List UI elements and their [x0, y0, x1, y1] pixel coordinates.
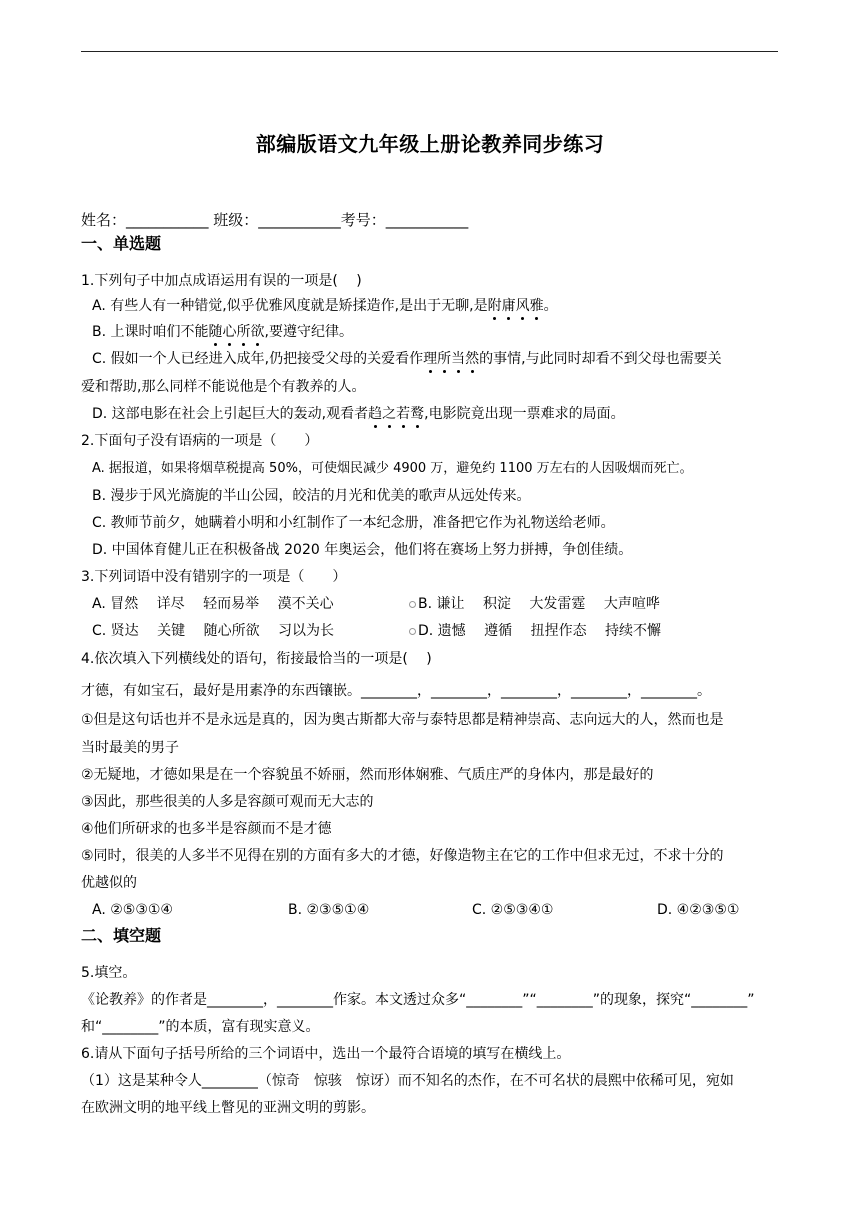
- dotted-char: 欲: [250, 324, 265, 340]
- question-4-sentence-2: ②无疑地，才德如果是在一个容貌虽不娇丽，然而形体娴雅、气质庄严的身体内，那是最好的: [81, 767, 654, 783]
- question-5-line-2: 和“________”的本质，富有现实意义。: [81, 1019, 320, 1035]
- dotted-char: 心: [222, 324, 237, 340]
- dotted-char: 雅: [529, 298, 544, 314]
- section-heading-fill-in: 二、填空题: [81, 926, 162, 945]
- question-3-option-b: B. 谦让 积淀 大发雷霆 大声喧哗: [409, 595, 660, 613]
- question-1-option-c: C. 假如一个人已经进入成年,仍把接受父母的关爱看作理所当然的事情,与此同时却看不到父母也需要关: [92, 351, 722, 367]
- question-1-option-c-cont: 爱和帮助,那么同样不能说他是个有教养的人。: [81, 379, 366, 395]
- option-marker-icon: [409, 601, 416, 608]
- dotted-char: 当: [451, 351, 466, 367]
- question-4-sentence-4: ④他们所研求的也多半是容颜而不是才德: [81, 821, 332, 837]
- question-5-stem: 5.填空。: [81, 965, 137, 981]
- dotted-char: 庸: [501, 298, 516, 314]
- dotted-char: 随: [208, 324, 223, 340]
- page-title: 部编版语文九年级上册论教养同步练习: [255, 132, 605, 156]
- question-6-item-1: （1）这是某种令人________（惊奇 惊骇 惊讶）而不知名的杰作，在不可名状的晨熙中依稀可见，宛如: [81, 1073, 734, 1089]
- dotted-char: 若: [396, 406, 411, 422]
- question-4-sentence-1-cont: 当时最美的男子: [81, 740, 179, 756]
- question-6-stem: 6.请从下面句子括号所给的三个词语中，选出一个最符合语境的填写在横线上。: [81, 1046, 571, 1062]
- student-info-line: 姓名：___________ 班级：___________考号：___________: [81, 211, 469, 229]
- question-1-stem: 1.下列句子中加点成语运用有误的一项是( ): [81, 273, 362, 289]
- dotted-char: 风: [515, 298, 530, 314]
- question-2-stem: 2.下面句子没有语病的一项是（ ）: [81, 433, 319, 449]
- dotted-char: 附: [487, 298, 502, 314]
- question-4-lead-text: 才德，有如宝石，最好是用素净的东西镶嵌。________，________，________，________，________。: [81, 683, 711, 699]
- header-rule: [81, 51, 778, 52]
- dotted-char: 然: [465, 351, 480, 367]
- question-4-option-d: D. ④②③⑤①: [657, 902, 740, 918]
- question-2-option-c: C. 教师节前夕，她瞒着小明和小红制作了一本纪念册，准备把它作为礼物送给老师。: [92, 515, 615, 531]
- dotted-char: 趋: [368, 406, 383, 422]
- option-marker-icon: [409, 628, 416, 635]
- question-4-option-b: B. ②③⑤①④: [288, 902, 370, 918]
- question-4-sentence-5: ⑤同时，很美的人多半不见得在别的方面有多大的才德，好像造物主在它的工作中但求无过，不求十分的: [81, 848, 724, 864]
- question-3-option-c: C. 贤达 关键 随心所欲 习以为长: [92, 623, 335, 639]
- question-3-stem: 3.下列词语中没有错别字的一项是（ ）: [81, 569, 347, 585]
- dotted-char: 所: [236, 324, 251, 340]
- question-3-option-d: D. 遗憾 遵循 扭捏作态 持续不懈: [409, 622, 661, 640]
- question-2-option-a: A. 据报道，如果将烟草税提高 50%，可使烟民减少 4900 万，避免约 1100 万左右的人因吸烟而死亡。: [92, 461, 693, 476]
- question-1-option-a: A. 有些人有一种错觉,似乎优雅风度就是矫揉造作,是出于无聊,是附庸风雅。: [92, 298, 558, 314]
- question-3-option-a: A. 冒然 详尽 轻而易举 漠不关心: [92, 596, 334, 612]
- question-4-sentence-5-cont: 优越似的: [81, 875, 137, 891]
- question-4-option-a: A. ②⑤③①④: [92, 902, 173, 918]
- section-heading-single-choice: 一、单选题: [81, 234, 162, 253]
- question-4-sentence-1: ①但是这句话也并不是永远是真的，因为奥古斯都大帝与泰特思都是精神崇高、志向远大的人，然而也是: [81, 712, 724, 728]
- question-2-option-b: B. 漫步于风光旖旎的半山公园，皎洁的月光和优美的歌声从远处传来。: [92, 488, 531, 504]
- dotted-char: 之: [382, 406, 397, 422]
- dotted-char: 所: [437, 351, 452, 367]
- dotted-char: 理: [423, 351, 438, 367]
- question-4-sentence-3: ③因此，那些很美的人多是容颜可观而无大志的: [81, 794, 374, 810]
- question-2-option-d: D. 中国体育健儿正在积极备战 2020 年奥运会，他们将在赛场上努力拼搏，争创佳绩。: [92, 542, 633, 558]
- question-1-option-d: D. 这部电影在社会上引起巨大的轰动,观看者趋之若鹜,电影院竟出现一票难求的局面。: [92, 406, 625, 422]
- question-6-item-1-cont: 在欧洲文明的地平线上瞥见的亚洲文明的剪影。: [81, 1100, 375, 1116]
- question-1-option-b: B. 上课时咱们不能随心所欲,要遵守纪律。: [92, 324, 353, 340]
- dotted-char: 鹜: [410, 406, 425, 422]
- question-5-line-1: 《论教养》的作者是________，________作家。本文透过众多“________”“________”的现象，探究“________”: [81, 992, 755, 1008]
- question-4-stem: 4.依次填入下列横线处的语句，衔接最恰当的一项是( ): [81, 651, 432, 667]
- question-4-option-c: C. ②⑤③④①: [472, 902, 554, 918]
